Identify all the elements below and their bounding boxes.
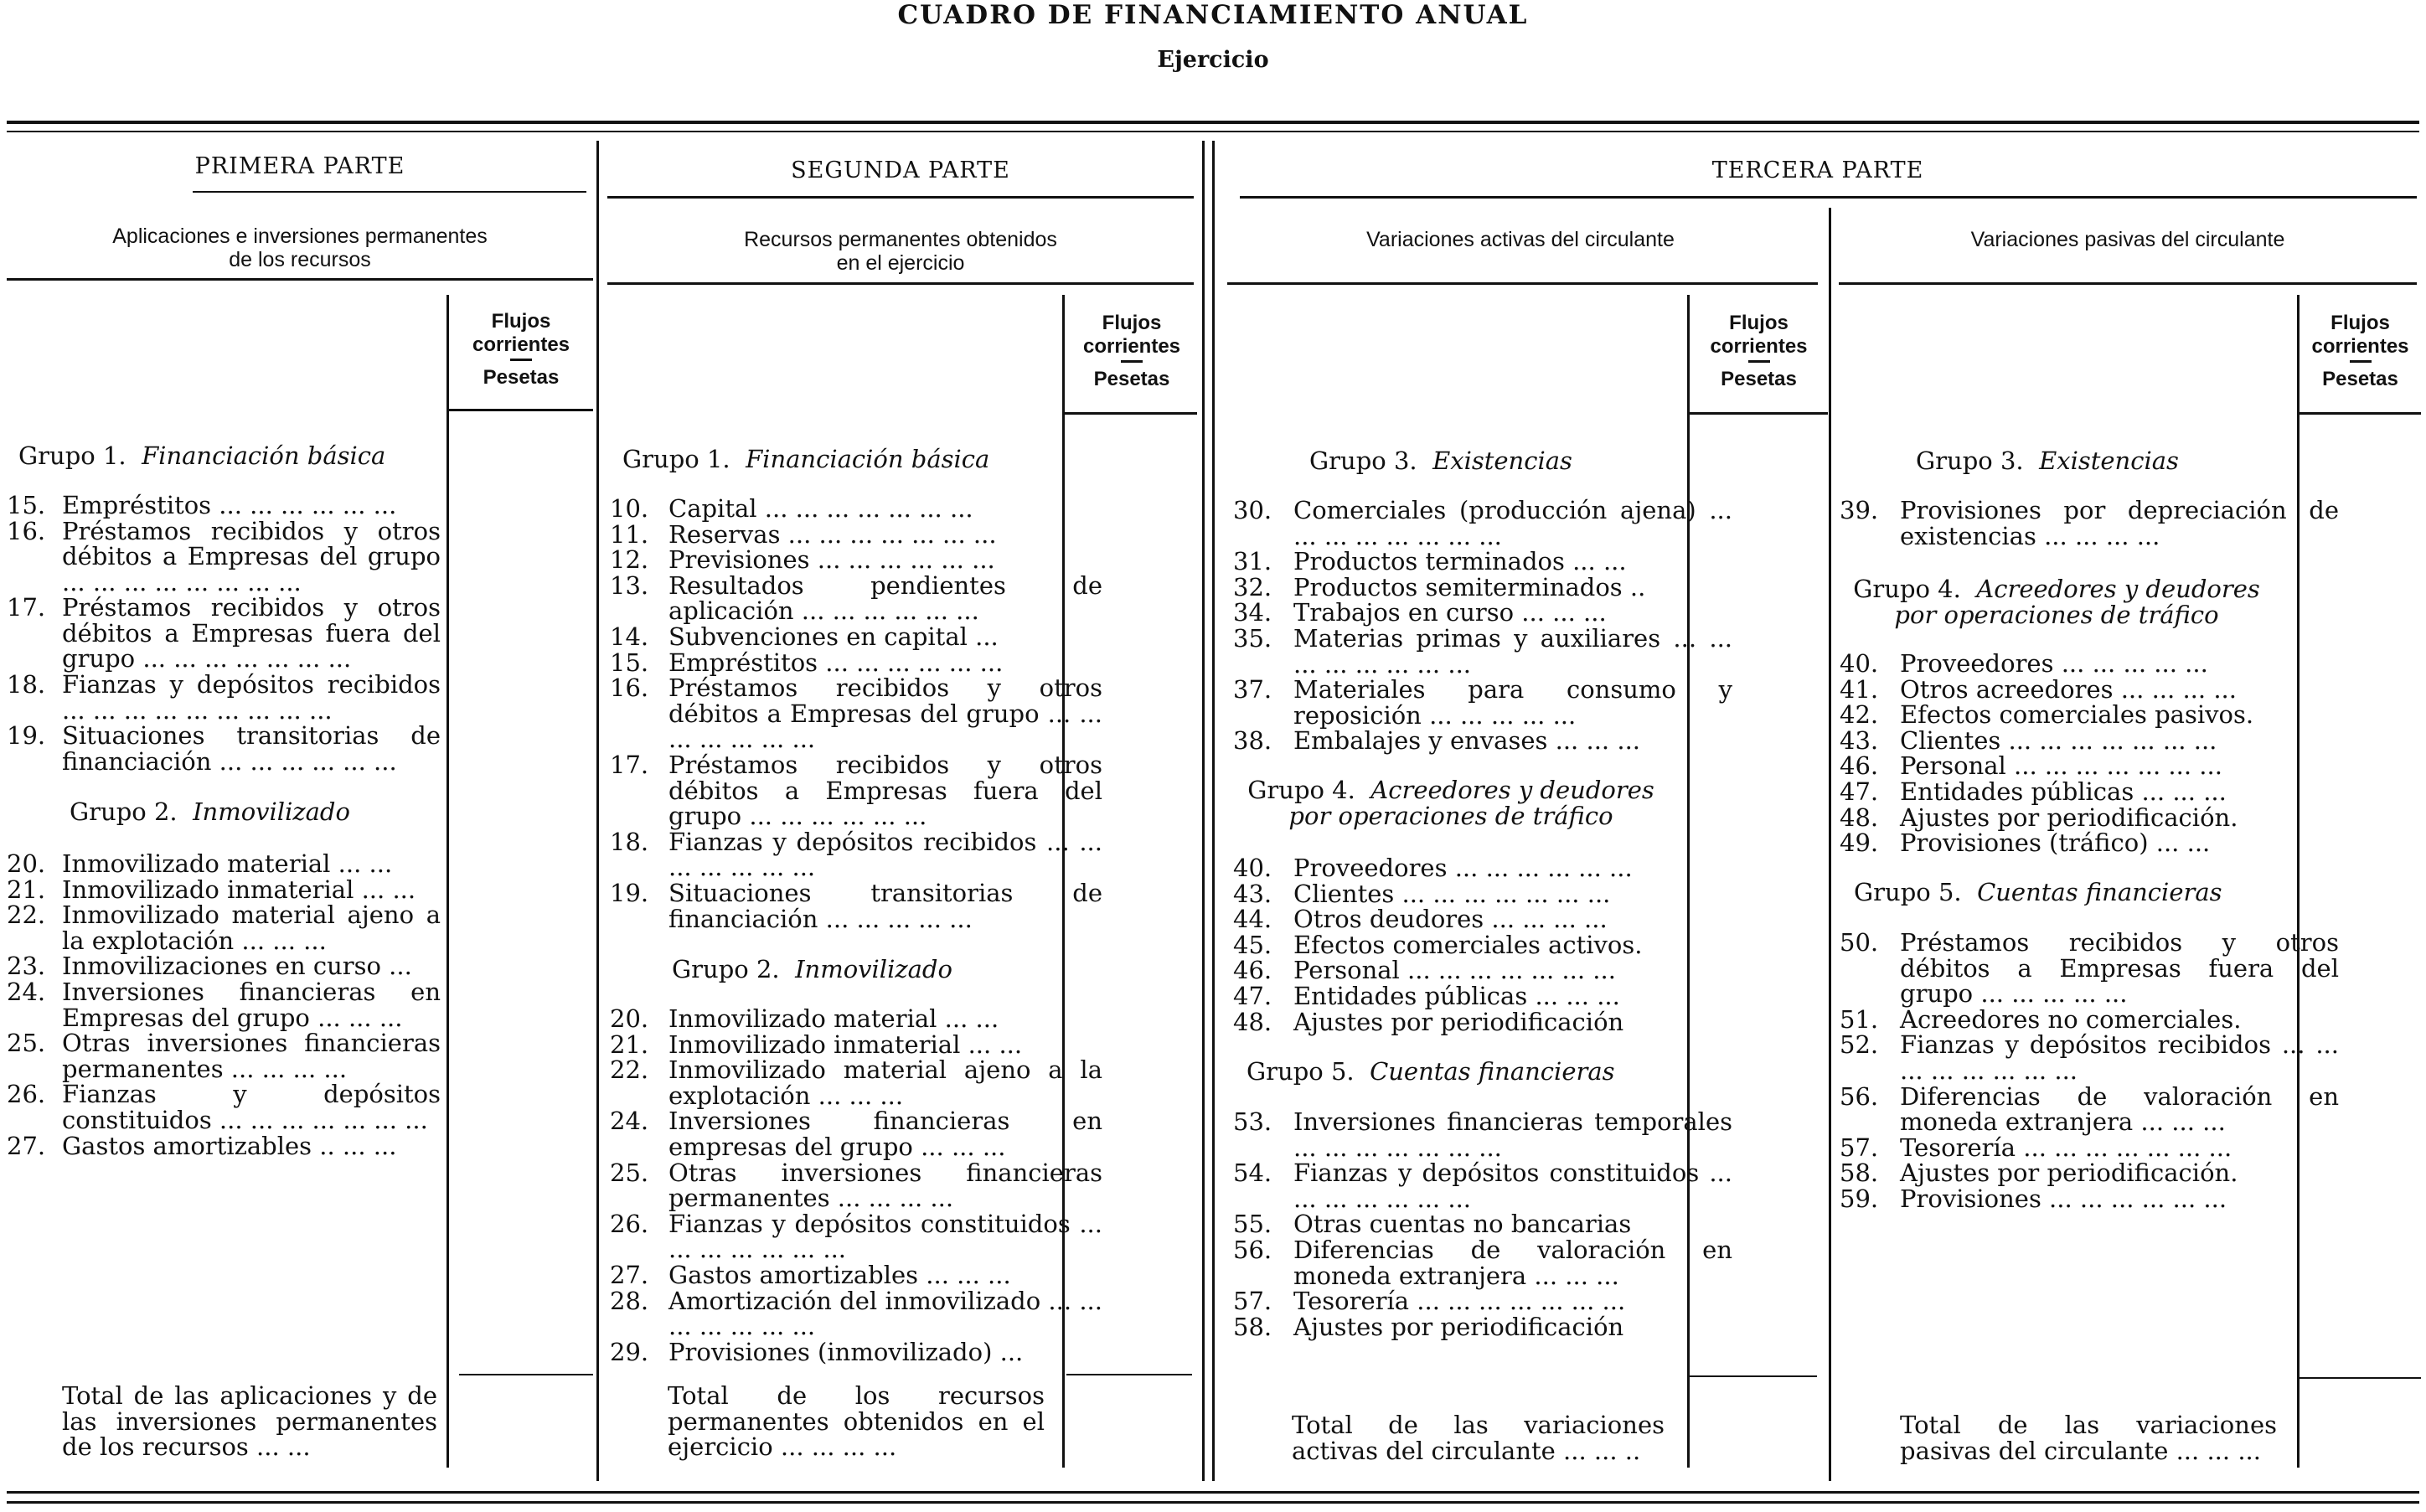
flujos-header: Flujos corrientes Pesetas (2311, 312, 2409, 390)
item-number: 35. (1233, 624, 1272, 653)
act-group5-heading: Grupo 5. Cuentas financieras (1247, 1057, 1615, 1086)
item-number: 53. (1233, 1107, 1272, 1136)
list-item (1233, 549, 1732, 575)
item-text: Materiales para consumo y reposición ... ... ... ... ... (1293, 675, 1732, 730)
list-item (7, 851, 441, 877)
item-text: Inmovilizado material ajeno a la explotación ... ... ... (62, 900, 441, 955)
item-number: 22. (610, 1055, 649, 1085)
list-item (1840, 1160, 2339, 1186)
item-number: 26. (610, 1209, 649, 1238)
item-text: Préstamos recibidos y otros débitos a Empresas fuera del grupo ... ... ... ... ... ... (668, 751, 1102, 830)
list-item (610, 570, 1102, 626)
list-item (1840, 674, 2339, 704)
item-text: Inmovilizado material ... ... (668, 1004, 999, 1033)
list-item (7, 1030, 441, 1081)
item-text: Diferencias de valoración en moneda extranjera ... ... ... (1293, 1236, 1732, 1290)
item-number: 19. (610, 879, 649, 907)
item-text: Acreedores no comerciales. (1900, 1004, 2242, 1034)
activas-subtitle: Variaciones activas del circulante (1366, 228, 1675, 251)
item-number: 34. (1233, 598, 1272, 627)
bottom-rule (7, 1491, 2419, 1494)
item-number: 37. (1233, 675, 1272, 704)
item-text: Efectos comerciales activos. (1293, 930, 1643, 959)
section-rule (1227, 282, 1818, 285)
item-number: 17. (7, 593, 46, 622)
item-text: Ajustes por periodificación (1293, 1007, 1624, 1036)
item-text: Comerciales (producción ajena) ... ... ... ... ... ... ... ... (1293, 496, 1732, 550)
item-text: Provisiones (inmovilizado) ... (668, 1337, 1024, 1366)
list-item (1840, 802, 2339, 832)
pas-group5-heading: Grupo 5. Cuentas financieras (1854, 878, 2222, 906)
page-title: CUADRO DE FINANCIAMIENTO ANUAL (897, 0, 1529, 30)
item-text: Inmovilizaciones en curso ... (62, 952, 412, 981)
item-number: 47. (1840, 777, 1879, 806)
flujos-header: Flujos corrientes Pesetas (1082, 312, 1181, 390)
item-text: Inversiones financieras en Empresas del grupo ... ... ... (62, 978, 441, 1032)
part-title-rule (1240, 196, 2417, 199)
item-number: 21. (7, 875, 46, 904)
item-text: Productos semiterminados .. (1293, 572, 1646, 601)
item-text: Fianzas y depósitos recibidos ... ... ... ... ... ... ... ... ... (62, 670, 441, 725)
item-text: Trabajos en curso ... ... ... (1293, 598, 1607, 627)
item-number: 23. (7, 952, 46, 981)
pas-group3-heading: Grupo 3. Existencias (1916, 446, 2179, 475)
item-number: 17. (610, 751, 649, 779)
item-number: 22. (7, 900, 46, 930)
list-item (7, 979, 441, 1030)
list-item (610, 675, 1102, 752)
list-item (610, 1006, 1102, 1032)
flujos-rule (1065, 412, 1197, 415)
item-text: Entidades públicas ... ... ... (1293, 982, 1620, 1010)
item-text: Fianzas y depósitos recibidos ... ... ... ... ... ... ... (668, 827, 1102, 882)
list-item (610, 650, 1102, 676)
list-item (7, 953, 441, 979)
list-item (1233, 1109, 1732, 1160)
list-item (1840, 1186, 2339, 1212)
flujos-header: Flujos corrientes Pesetas (472, 310, 570, 389)
list-item (1233, 906, 1732, 932)
flujos-divider (446, 295, 449, 1468)
list-item (1233, 572, 1732, 601)
list-item (1840, 498, 2339, 549)
list-item (1233, 1160, 1732, 1211)
flujos-header: Flujos corrientes Pesetas (1710, 312, 1808, 390)
item-text: Préstamos recibidos y otros débitos a Empresas del grupo ... ... ... ... ... ... ... (668, 673, 1102, 754)
item-number: 55. (1233, 1210, 1272, 1239)
part-title-rule (193, 191, 586, 193)
item-number: 52. (1840, 1030, 1879, 1060)
page-subtitle: Ejercicio (1157, 47, 1269, 73)
item-number: 47. (1233, 982, 1272, 1010)
item-text: Fianzas y depósitos constituidos ... ... ... ... ... ... ... (668, 1209, 1102, 1264)
item-text: Préstamos recibidos y otros débitos a Empresas del grupo ... ... ... ... ... ... ... ... (62, 516, 441, 596)
item-text: Diferencias de valoración en moneda extranjera ... ... ... (1900, 1081, 2339, 1137)
total-rule (2300, 1377, 2421, 1379)
pas-group4-heading: Grupo 4. Acreedores y deudores por operaciones de tráfico (1853, 575, 2260, 629)
item-number: 56. (1840, 1081, 1879, 1111)
list-item (610, 547, 1102, 573)
item-number: 39. (1840, 496, 1879, 524)
item-number: 46. (1840, 751, 1879, 781)
item-number: 27. (7, 1131, 46, 1160)
list-item (1840, 702, 2339, 728)
flujos-rule (1690, 412, 1828, 415)
item-number: 56. (1233, 1236, 1272, 1264)
part1-title: PRIMERA PARTE (194, 153, 405, 179)
item-number: 18. (7, 670, 46, 699)
list-item (1840, 651, 2339, 677)
item-text: Capital ... ... ... ... ... ... ... (668, 494, 973, 523)
item-number: 58. (1840, 1159, 1879, 1188)
item-text: Tesorería ... ... ... ... ... ... ... (1293, 1287, 1626, 1316)
item-number: 48. (1233, 1007, 1272, 1036)
item-number: 32. (1233, 572, 1272, 601)
list-item (1233, 855, 1732, 881)
item-text: Proveedores ... ... ... ... ... (1900, 649, 2208, 678)
list-item (1233, 881, 1732, 907)
item-text: Fianzas y depósitos constituidos ... ... ... ... ... ... ... (62, 1080, 441, 1134)
item-text: Inmovilizado inmaterial ... ... (668, 1030, 1023, 1059)
list-item (610, 1032, 1102, 1058)
item-text: Fianzas y depósitos constituidos ... ... ... ... ... ... ... (1293, 1159, 1732, 1213)
list-item (1233, 983, 1732, 1009)
item-text: Subvenciones en capital ... (668, 622, 999, 651)
list-item (610, 519, 1102, 549)
list-item (1233, 677, 1732, 728)
item-number: 49. (1840, 828, 1879, 858)
list-item (7, 1133, 441, 1159)
item-text: Otros deudores ... ... ... ... (1293, 905, 1608, 934)
item-text: Clientes ... ... ... ... ... ... ... (1293, 879, 1611, 908)
act-group4-heading: Grupo 4. Acreedores y deudores por operaciones de tráfico (1247, 776, 1654, 830)
item-number: 26. (7, 1080, 46, 1109)
list-item (1840, 753, 2339, 779)
item-text: Inmovilizado material ... ... (62, 849, 393, 878)
item-text: Préstamos recibidos y otros débitos a Empresas fuera del grupo ... ... ... ... ... (1900, 928, 2339, 1008)
item-text: Embalajes y envases ... ... ... (1293, 726, 1641, 756)
p2-group2-heading: Grupo 2. Inmovilizado (672, 955, 952, 983)
pas-total: Total de las variaciones pasivas del circulante ... ... ... (1900, 1411, 2277, 1465)
item-number: 48. (1840, 802, 1879, 832)
item-text: Productos terminados ... ... (1293, 547, 1627, 576)
item-number: 44. (1233, 905, 1272, 934)
list-item (1840, 1081, 2339, 1137)
list-item (1840, 725, 2339, 755)
item-number: 10. (610, 494, 649, 523)
p2-group1-heading: Grupo 1. Financiación básica (622, 445, 990, 473)
item-text: Proveedores ... ... ... ... ... ... (1293, 854, 1633, 882)
item-number: 15. (610, 648, 649, 677)
p1-group1-heading: Grupo 1. Financiación básica (18, 441, 386, 470)
part-divider (596, 141, 599, 1481)
section-rule (7, 278, 593, 281)
item-number: 27. (610, 1261, 649, 1289)
act-group3-heading: Grupo 3. Existencias (1309, 446, 1572, 475)
item-text: Entidades públicas ... ... ... (1900, 777, 2227, 806)
list-item (7, 723, 441, 774)
list-item (7, 493, 441, 519)
item-text: Otras inversiones financieras permanentes ... ... ... ... (668, 1158, 1102, 1213)
list-item (1233, 498, 1732, 549)
item-number: 46. (1233, 956, 1272, 985)
list-item (610, 1057, 1102, 1108)
list-item (1840, 1004, 2339, 1034)
item-number: 11. (610, 519, 649, 549)
list-item (610, 752, 1102, 829)
item-number: 25. (610, 1158, 649, 1187)
item-number: 58. (1233, 1312, 1272, 1341)
list-item (1233, 1211, 1732, 1237)
item-number: 15. (7, 491, 46, 519)
item-number: 24. (7, 978, 46, 1006)
list-item (1233, 957, 1732, 983)
item-text: Reservas ... ... ... ... ... ... ... (668, 519, 997, 549)
item-text: Personal ... ... ... ... ... ... ... (1293, 956, 1616, 985)
item-text: Gastos amortizables .. ... ... (62, 1131, 397, 1160)
list-item (1840, 930, 2339, 1007)
part-title-rule (607, 196, 1194, 199)
section-rule (607, 282, 1194, 285)
list-item (610, 624, 1102, 650)
item-text: Personal ... ... ... ... ... ... ... (1900, 751, 2222, 781)
bottom-rule (7, 1501, 2419, 1504)
item-text: Ajustes por periodificación. (1900, 802, 2238, 832)
item-text: Gastos amortizables ... ... ... (668, 1261, 1011, 1289)
list-item (1233, 600, 1732, 626)
item-number: 16. (7, 516, 46, 545)
list-item (1840, 779, 2339, 805)
part-divider (1202, 141, 1205, 1481)
list-item (610, 880, 1102, 931)
list-item (1233, 1314, 1732, 1340)
total-rule (459, 1374, 593, 1375)
section-rule (1839, 282, 2417, 285)
item-text: Préstamos recibidos y otros débitos a Empresas fuera del grupo ... ... ... ... ... ... ... (62, 593, 441, 673)
item-number: 38. (1233, 726, 1272, 756)
item-text: Ajustes por periodificación. (1900, 1159, 2238, 1188)
list-item (7, 672, 441, 723)
item-number: 28. (610, 1286, 649, 1315)
item-text: Resultados pendientes de aplicación ... ... ... ... ... ... (668, 570, 1102, 626)
item-number: 25. (7, 1029, 46, 1058)
list-item (7, 595, 441, 672)
part-divider (1212, 141, 1215, 1481)
item-number: 41. (1840, 674, 1879, 704)
item-text: Inversiones financieras en empresas del grupo ... ... ... (668, 1107, 1102, 1161)
list-item (1840, 830, 2339, 856)
list-item (1233, 932, 1732, 958)
item-number: 40. (1840, 649, 1879, 678)
item-text: Otras inversiones financieras permanentes ... ... ... ... (62, 1029, 441, 1083)
item-text: Inversiones financieras temporales ... ... ... ... ... ... ... (1293, 1107, 1732, 1162)
item-text: Previsiones ... ... ... ... ... ... (668, 545, 995, 575)
p1-group2-heading: Grupo 2. Inmovilizado (70, 797, 350, 826)
list-item (1233, 728, 1732, 754)
list-item (1840, 1032, 2339, 1083)
item-number: 50. (1840, 928, 1879, 957)
pasivas-subtitle: Variaciones pasivas del circulante (1970, 228, 2285, 251)
list-item (7, 1081, 441, 1133)
item-text: Provisiones por depreciación de existencias ... ... ... ... (1900, 496, 2339, 550)
item-number: 57. (1233, 1287, 1272, 1316)
flujos-divider (2297, 295, 2300, 1468)
item-text: Otras cuentas no bancarias (1293, 1210, 1632, 1239)
list-item (610, 1262, 1102, 1288)
top-rule (7, 131, 2419, 132)
item-text: Situaciones transitorias de financiación ... ... ... ... ... ... (62, 721, 441, 776)
item-number: 13. (610, 570, 649, 600)
item-number: 20. (610, 1004, 649, 1033)
list-item (1233, 1288, 1732, 1314)
item-number: 59. (1840, 1184, 1879, 1213)
item-text: Empréstitos ... ... ... ... ... ... (62, 491, 397, 519)
item-text: Clientes ... ... ... ... ... ... ... (1900, 725, 2217, 755)
item-text: Provisiones (tráfico) ... ... (1900, 828, 2211, 858)
item-number: 45. (1233, 930, 1272, 959)
item-number: 29. (610, 1337, 649, 1366)
section-divider (1829, 208, 1831, 1481)
list-item (1233, 1009, 1732, 1035)
item-text: Fianzas y depósitos recibidos ... ... ... ... ... ... ... ... (1900, 1030, 2339, 1085)
item-number: 40. (1233, 854, 1272, 882)
total-rule (1066, 1374, 1192, 1375)
part1-subtitle: Aplicaciones e inversiones permanentes de los recursos (112, 224, 488, 271)
item-number: 51. (1840, 1004, 1879, 1034)
part2-title: SEGUNDA PARTE (791, 157, 1010, 183)
flujos-rule (2300, 412, 2421, 415)
part3-title: TERCERA PARTE (1711, 157, 1924, 183)
list-item (610, 1160, 1102, 1211)
item-text: Ajustes por periodificación (1293, 1312, 1624, 1341)
item-text: Inmovilizado material ajeno a la explotación ... ... ... (668, 1055, 1102, 1110)
item-number: 57. (1840, 1133, 1879, 1162)
list-item (1233, 626, 1732, 677)
item-number: 14. (610, 622, 649, 651)
top-rule (7, 121, 2419, 124)
item-number: 24. (610, 1107, 649, 1136)
item-number: 43. (1233, 879, 1272, 908)
item-number: 31. (1233, 547, 1272, 576)
item-number: 20. (7, 849, 46, 878)
item-text: Materias primas y auxiliares ... ... ... ... ... ... ... ... (1293, 624, 1732, 679)
item-text: Efectos comerciales pasivos. (1900, 700, 2254, 730)
item-text: Amortización del inmovilizado ... ... ... ... ... ... ... (668, 1286, 1102, 1341)
item-number: 18. (610, 827, 649, 856)
total-rule (1690, 1375, 1817, 1377)
item-number: 19. (7, 721, 46, 751)
list-item (610, 1108, 1102, 1159)
list-item (610, 829, 1102, 880)
item-number: 54. (1233, 1159, 1272, 1188)
item-text: Empréstitos ... ... ... ... ... ... (668, 648, 1004, 677)
item-number: 16. (610, 673, 649, 703)
item-number: 12. (610, 545, 649, 575)
list-item (1233, 1237, 1732, 1288)
item-text: Situaciones transitorias de financiación ... ... ... ... ... (668, 879, 1102, 933)
flujos-rule (449, 409, 593, 411)
list-item (610, 1211, 1102, 1262)
list-item (610, 496, 1102, 522)
item-text: Provisiones ... ... ... ... ... ... (1900, 1184, 2227, 1213)
item-text: Inmovilizado inmaterial ... ... (62, 875, 416, 904)
item-text: Otros acreedores ... ... ... ... (1900, 674, 2237, 704)
item-number: 30. (1233, 496, 1272, 524)
list-item (610, 1288, 1102, 1339)
part2-subtitle: Recursos permanentes obtenidos en el ejercicio (744, 228, 1057, 275)
act-total: Total de las variaciones activas del circulante ... ... .. (1292, 1411, 1665, 1465)
p2-total: Total de los recursos permanentes obtenidos en el ejercicio ... ... ... ... (668, 1381, 1045, 1461)
list-item (7, 516, 441, 596)
list-item (7, 877, 441, 903)
item-number: 42. (1840, 700, 1879, 730)
p1-total: Total de las aplicaciones y de las inversiones permanentes de los recursos ... ... (62, 1381, 437, 1461)
item-number: 21. (610, 1030, 649, 1059)
list-item (7, 902, 441, 953)
list-item (610, 1339, 1102, 1365)
item-text: Tesorería ... ... ... ... ... ... ... (1900, 1133, 2232, 1162)
list-item (1840, 1135, 2339, 1161)
item-number: 43. (1840, 725, 1879, 755)
